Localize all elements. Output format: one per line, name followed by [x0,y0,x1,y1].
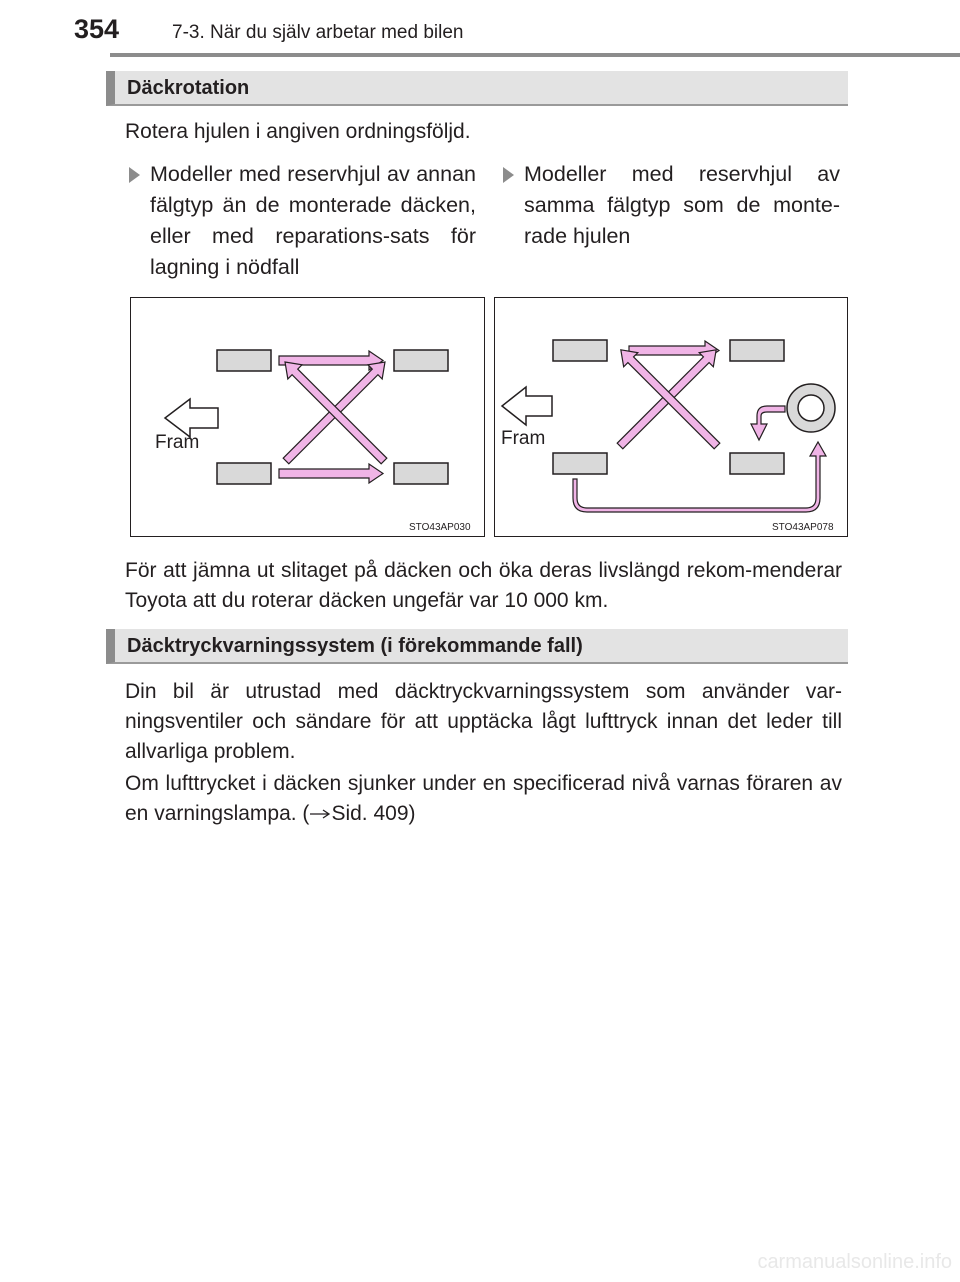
figure-code: STO43AP030 [409,522,471,533]
tire-front-left [553,340,607,361]
section-title: Däckrotation [127,77,250,99]
section-heading-tire-rotation [106,71,848,106]
tire-front-right [217,463,271,484]
page-number: 354 [74,14,120,44]
running-head: 7-3. När du själv arbetar med bilen [172,22,464,43]
front-label: Fram [501,428,546,449]
bullet-left-text: Modeller med reservhjul av annan fälgtyp än de monterade däcken, eller med reparations-sats för lagning i nödfall [150,162,476,279]
section-title: Däcktryckvarningssystem (i förekommande fall) [127,635,583,657]
figure-rotation-without-spare [130,297,485,537]
tire-rear-left [730,340,784,361]
spare-tire-hub [798,395,824,421]
tpms-description: Din bil är utrustad med däcktryckvarningssystem som använder var-ningsventiler och sändare för att upptäcka lågt lufttryck innan det leder till allvarliga problem. [125,680,842,763]
page-reference-arrow-icon [309,808,331,820]
tpms-warning-text [125,769,842,829]
rotation-interval-text: För att jämna ut slitaget på däcken och öka deras livslängd rekom-menderar Toyota att du roterar däcken ungefär var 10 000 km. [125,559,842,612]
rotation-arrow-to-spare [573,442,826,512]
front-label: Fram [155,432,200,453]
tire-rear-right [730,453,784,474]
rotation-diagram [495,298,847,536]
bullet-right-text: Modeller med reservhjul av samma fälgtyp som de monte-rade hjulen [524,162,840,248]
rotation-diagram [131,298,484,536]
front-direction-arrow-icon [502,387,552,425]
tire-front-right [553,453,607,474]
warning-text: Om lufttrycket i däcken sjunker under en specificerad nivå varnas föraren av en varningslampa. ( [125,772,842,825]
header-rule [110,53,960,57]
rotation-arrow-from-spare [751,406,785,440]
bullet-arrow-icon [503,167,514,183]
page-reference-link[interactable]: Sid. 409) [331,802,416,825]
bullet-arrow-icon [129,167,140,183]
tire-rear-left [394,350,448,371]
figure-rotation-with-spare [494,297,848,537]
tire-rear-right [394,463,448,484]
figure-code: STO43AP078 [772,522,834,533]
watermark: carmanualsonline.info [757,1251,952,1273]
rotation-arrow-bottom [279,464,383,483]
intro-text: Rotera hjulen i angiven ordningsföljd. [125,120,471,143]
section-heading-tpms [106,629,848,664]
tire-front-left [217,350,271,371]
